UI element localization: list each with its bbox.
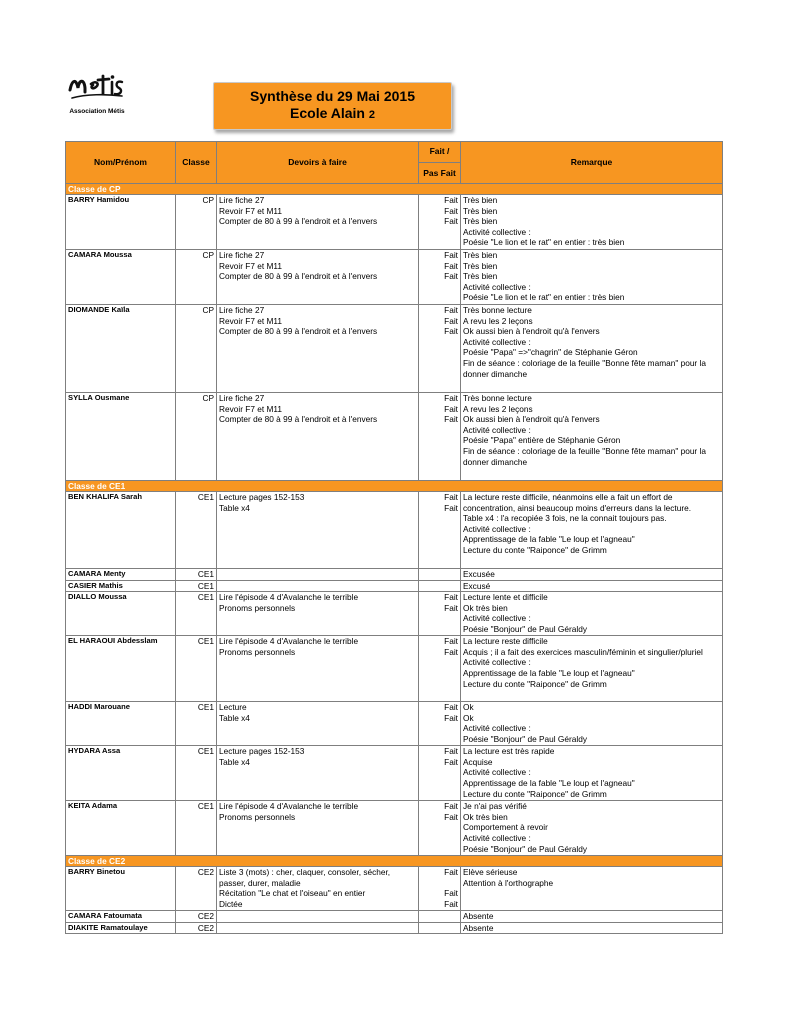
status-cell	[419, 801, 461, 856]
status-item: Fait	[444, 756, 458, 767]
remarque-item: Très bonne lecture	[463, 305, 532, 315]
student-classe: CE1	[176, 636, 217, 702]
remarque-item: La lecture reste difficile, néanmoins elle a fait un effort de concentration, ainsi beaucoup moins d'erreurs dans la lecture.	[463, 492, 692, 513]
student-classe: CE1	[176, 592, 217, 636]
remarque-item: Lecture du conte "Raiponce" de Grimm	[463, 788, 607, 799]
table-row	[66, 492, 723, 569]
remarque-item: Ok aussi bien à l'endroit qu'à l'envers	[463, 414, 600, 425]
status-item: Fait	[444, 502, 458, 513]
remarque-item: Excusée	[463, 569, 495, 579]
status-item	[421, 878, 458, 889]
remarque-item: Ok	[463, 702, 474, 713]
remarque-cell	[461, 580, 723, 592]
remarque-item: Attention à l'orthographe	[463, 877, 554, 888]
remarque-item: Lecture du conte "Raiponce" de Grimm	[463, 678, 607, 689]
status-cell	[419, 867, 461, 911]
student-name: HYDARA Assa	[66, 746, 176, 801]
student-name: BARRY Binetou	[66, 867, 176, 911]
remarque-cell	[461, 592, 723, 636]
status-item: Fait	[444, 746, 458, 757]
status-cell	[419, 250, 461, 305]
remarque-item: Activité collective :	[463, 226, 531, 237]
devoirs-cell	[217, 867, 419, 911]
devoir-item: Compter de 80 à 99 à l'endroit et à l'envers	[219, 216, 378, 227]
status-item: Fait	[444, 305, 458, 315]
remarque-item: La lecture reste difficile	[463, 636, 548, 647]
devoir-item: Table x4	[219, 712, 250, 723]
devoir-item: Lire l'épisode 4 d'Avalanche le terrible	[219, 592, 359, 603]
remarque-item: Activité collective :	[463, 723, 531, 734]
remarque-item: A revu les 2 leçons	[463, 403, 533, 414]
devoirs-cell	[217, 922, 419, 934]
status-cell	[419, 922, 461, 934]
remarque-cell	[461, 911, 723, 923]
remarque-item: Apprentissage de la fable "Le loup et l'agneau"	[463, 667, 635, 678]
status-cell	[419, 702, 461, 746]
remarque-item: Acquis ; il a fait des exercices masculin/féminin et singulier/pluriel	[463, 646, 703, 657]
remarque-item: Poésie "Bonjour" de Paul Géraldy	[463, 843, 587, 854]
status-item: Fait	[444, 393, 458, 403]
remarque-item: Absente	[463, 922, 494, 933]
devoir-item: Pronoms personnels	[219, 646, 296, 657]
remarque-item: Elève sérieuse	[463, 867, 518, 878]
remarque-item: Activité collective :	[463, 523, 531, 534]
student-name: CASIER Mathis	[66, 580, 176, 592]
remarque-item: Très bien	[463, 205, 498, 216]
logo-caption: Association Métis	[69, 108, 125, 115]
remarque-cell	[461, 636, 723, 702]
student-classe: CP	[176, 195, 217, 250]
remarque-item: Activité collective :	[463, 832, 531, 843]
header-fait	[419, 142, 461, 184]
devoir-item: Lire fiche 27	[219, 305, 265, 315]
remarque-item: Activité collective :	[463, 613, 531, 624]
remarque-item: Poésie "Bonjour" de Paul Géraldy	[463, 623, 587, 634]
remarque-item: Activité collective :	[463, 657, 531, 668]
devoirs-cell	[217, 592, 419, 636]
remarque-item: Poésie "Le lion et le rat" en entier : très bien	[463, 237, 625, 248]
remarque-item: Très bien	[463, 250, 498, 260]
remarque-item: Acquise	[463, 756, 493, 767]
status-item: Fait	[444, 492, 458, 502]
table-row	[66, 195, 723, 250]
remarque-item: Très bien	[463, 216, 498, 227]
student-classe: CE1	[176, 702, 217, 746]
devoir-item: Pronoms personnels	[219, 811, 296, 822]
student-name: HADDI Marouane	[66, 702, 176, 746]
student-name: DIOMANDE Kaïla	[66, 305, 176, 393]
remarque-item: Très bien	[463, 195, 498, 205]
status-item: Fait	[444, 250, 458, 260]
status-item: Fait	[444, 712, 458, 723]
student-classe: CE1	[176, 801, 217, 856]
status-item: Fait	[444, 205, 458, 216]
student-classe: CE1	[176, 492, 217, 569]
devoir-item: Revoir F7 et M11	[219, 205, 283, 216]
devoir-item: Compter de 80 à 99 à l'endroit et à l'envers	[219, 326, 378, 337]
remarque-item: Absente	[463, 911, 494, 922]
status-item: Fait	[444, 271, 458, 282]
devoirs-cell	[217, 636, 419, 702]
header-fait-bottom: Pas Fait	[423, 168, 456, 178]
remarque-cell	[461, 746, 723, 801]
header-devoirs: Devoirs à faire	[217, 142, 419, 184]
devoir-item: Lire fiche 27	[219, 195, 265, 205]
student-name: SYLLA Ousmane	[66, 393, 176, 481]
status-item: Fait	[444, 811, 458, 822]
metis-logo-icon	[66, 70, 126, 108]
remarque-item: Poésie "Papa" entière de Stéphanie Géron	[463, 435, 621, 446]
remarque-item: Apprentissage de la fable "Le loup et l'agneau"	[463, 777, 635, 788]
status-cell	[419, 592, 461, 636]
remarque-item: Ok	[463, 712, 474, 723]
remarque-item: A revu les 2 leçons	[463, 315, 533, 326]
student-classe: CP	[176, 250, 217, 305]
student-classe: CP	[176, 305, 217, 393]
remarque-cell	[461, 250, 723, 305]
student-classe: CP	[176, 393, 217, 481]
header-fait-top: Fait /	[419, 142, 460, 163]
section-row	[66, 856, 723, 867]
student-name: CAMARA Moussa	[66, 250, 176, 305]
table-row	[66, 801, 723, 856]
table-row	[66, 580, 723, 592]
remarque-cell	[461, 492, 723, 569]
devoir-item: Revoir F7 et M11	[219, 260, 283, 271]
table-row	[66, 867, 723, 911]
status-item: Fait	[444, 801, 458, 812]
student-name: KEITA Adama	[66, 801, 176, 856]
student-name: BARRY Hamidou	[66, 195, 176, 250]
devoir-item: Lecture pages 152-153	[219, 492, 305, 502]
remarque-cell	[461, 801, 723, 856]
student-name: DIAKITE Ramatoulaye	[66, 922, 176, 934]
student-name: CAMARA Fatoumata	[66, 911, 176, 923]
devoir-item: Pronoms personnels	[219, 602, 296, 613]
devoirs-cell	[217, 580, 419, 592]
devoir-item: Compter de 80 à 99 à l'endroit et à l'envers	[219, 414, 378, 425]
devoir-item: Lire l'épisode 4 d'Avalanche le terrible	[219, 636, 359, 647]
student-name: DIALLO Moussa	[66, 592, 176, 636]
devoirs-cell	[217, 250, 419, 305]
status-item: Fait	[444, 867, 458, 878]
remarque-item: Poésie "Bonjour" de Paul Géraldy	[463, 733, 587, 744]
section-label: Classe de CE2	[66, 856, 723, 867]
remarque-item: Excusé	[463, 580, 491, 591]
devoir-item: Lire l'épisode 4 d'Avalanche le terrible	[219, 801, 359, 812]
remarque-cell	[461, 702, 723, 746]
section-label: Classe de CP	[66, 184, 723, 195]
status-cell	[419, 580, 461, 592]
status-item: Fait	[444, 898, 458, 909]
status-cell	[419, 746, 461, 801]
student-name: BEN KHALIFA Sarah	[66, 492, 176, 569]
section-row	[66, 481, 723, 492]
devoir-item: Revoir F7 et M11	[219, 403, 283, 414]
table-header-row	[66, 142, 723, 184]
devoir-item: Lecture	[219, 702, 247, 713]
table-row	[66, 702, 723, 746]
section-row	[66, 184, 723, 195]
remarque-cell	[461, 195, 723, 250]
section-label: Classe de CE1	[66, 481, 723, 492]
devoirs-cell	[217, 195, 419, 250]
title-banner	[213, 82, 452, 130]
devoirs-cell	[217, 569, 419, 581]
status-item: Fait	[444, 216, 458, 227]
page-title: Synthèse du 29 Mai 2015	[250, 88, 415, 104]
status-cell	[419, 305, 461, 393]
devoir-item: Lecture pages 152-153	[219, 746, 305, 757]
school-name-main: Ecole Alain	[290, 105, 365, 121]
devoirs-cell	[217, 746, 419, 801]
school-name	[214, 105, 451, 124]
remarque-item: Ok très bien	[463, 602, 508, 613]
remarque-item: Activité collective :	[463, 767, 531, 778]
devoir-item: Compter de 80 à 99 à l'endroit et à l'envers	[219, 271, 378, 282]
status-item: Fait	[444, 888, 458, 899]
status-item: Fait	[444, 702, 458, 713]
status-item: Fait	[444, 315, 458, 326]
table-row	[66, 746, 723, 801]
remarque-item: Fin de séance : coloriage de la feuille "Bonne fête maman" pour la donner dimanche	[463, 445, 706, 467]
status-item: Fait	[444, 636, 458, 647]
remarque-item: Comportement à revoir	[463, 822, 548, 833]
student-name: CAMARA Menty	[66, 569, 176, 581]
status-cell	[419, 195, 461, 250]
remarque-item: Activité collective :	[463, 424, 531, 435]
synthesis-table	[65, 141, 723, 934]
remarque-cell	[461, 393, 723, 481]
devoirs-cell	[217, 801, 419, 856]
table-row	[66, 393, 723, 481]
header-classe: Classe	[176, 142, 217, 184]
remarque-item: Je n'ai pas vérifié	[463, 801, 527, 812]
status-item: Fait	[444, 592, 458, 603]
student-classe: CE2	[176, 911, 217, 923]
remarque-cell	[461, 922, 723, 934]
header-remarque: Remarque	[461, 142, 723, 184]
devoir-item: Dictée	[219, 898, 243, 909]
status-cell	[419, 569, 461, 581]
student-classe: CE1	[176, 746, 217, 801]
status-item: Fait	[444, 414, 458, 425]
devoir-item: Lire fiche 27	[219, 250, 265, 260]
student-classe: CE1	[176, 580, 217, 592]
status-cell	[419, 393, 461, 481]
devoir-item: Récitation "Le chat et l'oiseau" en entier	[219, 888, 366, 899]
devoirs-cell	[217, 702, 419, 746]
remarque-item: Activité collective :	[463, 281, 531, 292]
status-item: Fait	[444, 602, 458, 613]
table-row	[66, 592, 723, 636]
table-row	[66, 911, 723, 923]
devoir-item: Liste 3 (mots) : cher, claquer, consoler, sécher, passer, durer, maladie	[219, 867, 391, 888]
status-cell	[419, 636, 461, 702]
status-item: Fait	[444, 403, 458, 414]
table-row	[66, 922, 723, 934]
devoir-item: Table x4	[219, 756, 250, 767]
status-item: Fait	[444, 326, 458, 337]
table-row	[66, 569, 723, 581]
devoirs-cell	[217, 305, 419, 393]
remarque-item: Très bien	[463, 260, 498, 271]
table-row	[66, 636, 723, 702]
remarque-item: Ok aussi bien à l'endroit qu'à l'envers	[463, 326, 600, 337]
student-classe: CE2	[176, 922, 217, 934]
remarque-cell	[461, 305, 723, 393]
remarque-item: Ok très bien	[463, 811, 508, 822]
devoir-item: Lire fiche 27	[219, 393, 265, 403]
table-row	[66, 305, 723, 393]
status-cell	[419, 492, 461, 569]
status-cell	[419, 911, 461, 923]
devoirs-cell	[217, 492, 419, 569]
remarque-item: Très bonne lecture	[463, 393, 532, 403]
remarque-item: Activité collective :	[463, 336, 531, 347]
header-name: Nom/Prénom	[66, 142, 176, 184]
remarque-cell	[461, 569, 723, 581]
student-classe: CE2	[176, 867, 217, 911]
school-name-suffix: 2	[368, 109, 375, 121]
student-name: EL HARAOUI Abdesslam	[66, 636, 176, 702]
devoirs-cell	[217, 393, 419, 481]
table-row	[66, 250, 723, 305]
remarque-item: Poésie "Le lion et le rat" en entier : très bien	[463, 292, 625, 303]
student-classe: CE1	[176, 569, 217, 581]
devoirs-cell	[217, 911, 419, 923]
status-item: Fait	[444, 195, 458, 205]
association-logo	[62, 70, 132, 122]
status-item: Fait	[444, 646, 458, 657]
remarque-item: Lecture du conte "Raiponce" de Grimm	[463, 544, 607, 555]
devoir-item: Table x4	[219, 502, 250, 513]
remarque-item: Lecture lente et difficile	[463, 592, 548, 603]
remarque-item: Fin de séance : coloriage de la feuille "Bonne fête maman" pour la donner dimanche	[463, 357, 706, 379]
devoir-item: Revoir F7 et M11	[219, 315, 283, 326]
remarque-item: La lecture est très rapide	[463, 746, 555, 757]
status-item: Fait	[444, 260, 458, 271]
remarque-item: Poésie "Papa" =>"chagrin" de Stéphanie Géron	[463, 347, 638, 358]
remarque-item: Table x4 : l'a recopiée 3 fois, ne la connait toujours pas.	[463, 513, 667, 524]
remarque-cell	[461, 867, 723, 911]
remarque-item: Apprentissage de la fable "Le loup et l'agneau"	[463, 534, 635, 545]
remarque-item: Très bien	[463, 271, 498, 282]
